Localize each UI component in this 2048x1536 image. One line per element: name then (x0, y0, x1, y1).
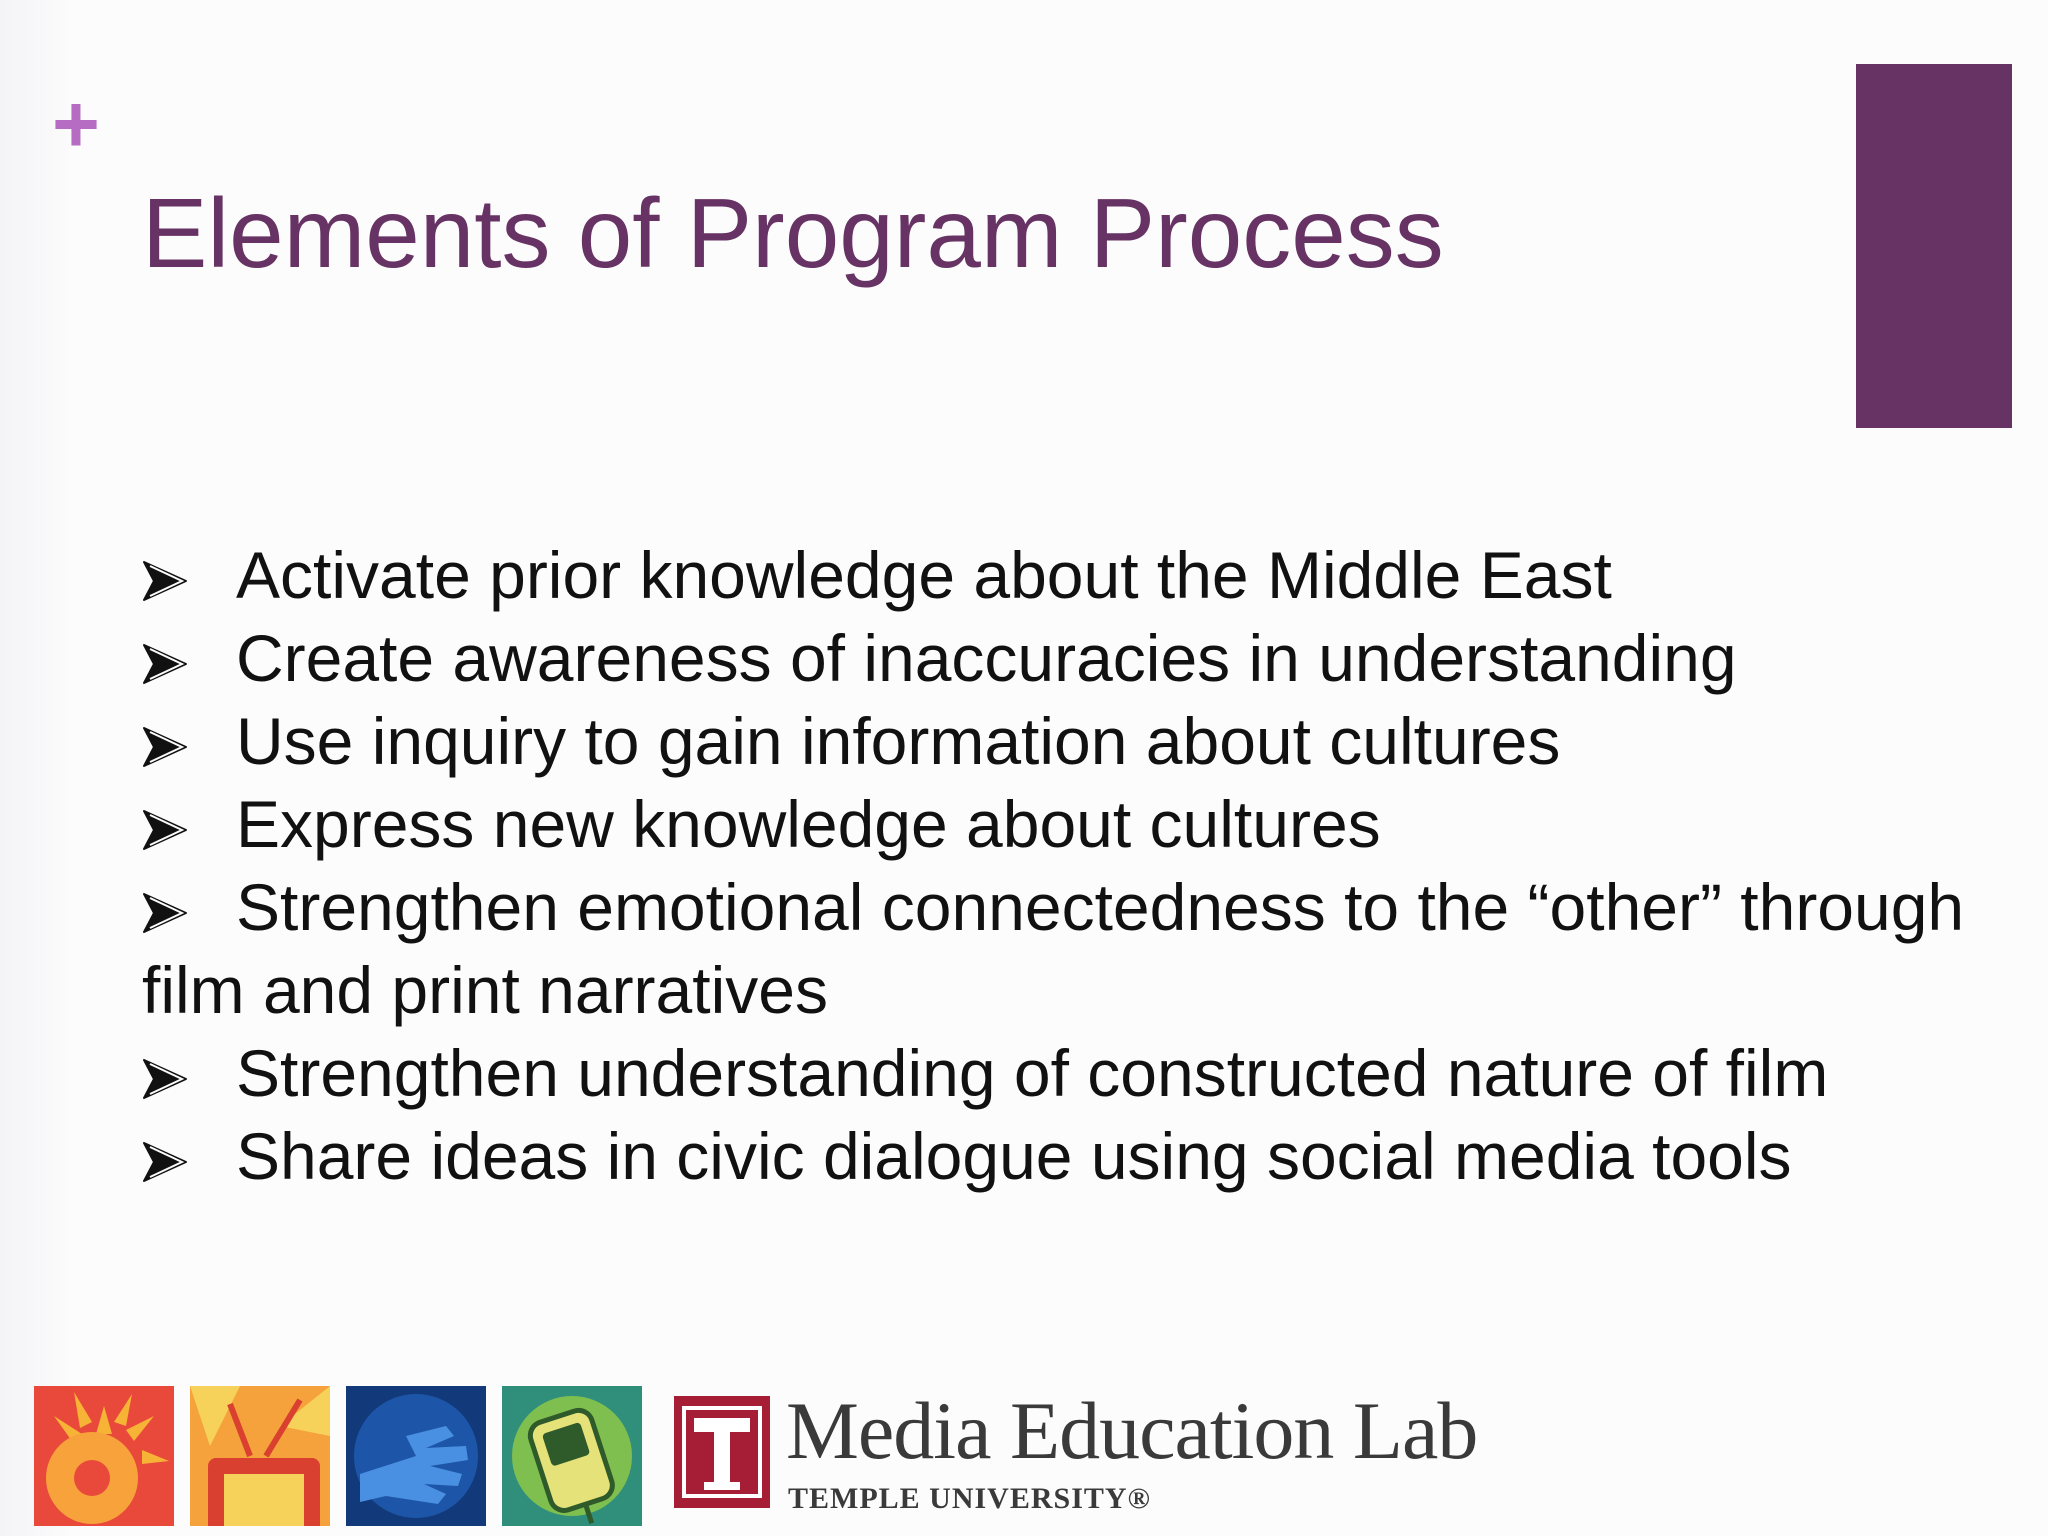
accent-bar (1856, 64, 2012, 428)
bullet-text: Create awareness of inaccuracies in understanding (236, 621, 1737, 695)
bullet-text: Express new knowledge about cultures (236, 787, 1381, 861)
bullet-list (142, 534, 2048, 1198)
television-icon (190, 1386, 330, 1526)
arrow-bullet-icon (142, 1141, 236, 1183)
arrow-bullet-icon (142, 809, 236, 851)
bullet-item (142, 1032, 2048, 1115)
arrow-bullet-icon (142, 643, 236, 685)
bullet-text: Use inquiry to gain information about cultures (236, 704, 1561, 778)
plus-icon: + (52, 79, 100, 170)
bullet-continuation: film and print narratives (142, 953, 828, 1027)
bullet-text: Strengthen understanding of constructed nature of film (236, 1036, 1829, 1110)
bullet-text: Share ideas in civic dialogue using social media tools (236, 1119, 1792, 1193)
left-shade (0, 0, 70, 1536)
bullet-item (142, 1115, 2048, 1198)
hand-icon (346, 1386, 486, 1526)
arrow-bullet-icon (142, 892, 236, 934)
bullet-item (142, 617, 2048, 700)
mobile-device-icon (502, 1386, 642, 1526)
bullet-item (142, 866, 2048, 1032)
temple-logo-mark (674, 1396, 770, 1508)
arrow-bullet-icon (142, 560, 236, 602)
logo-name: Media Education Lab (786, 1385, 1478, 1476)
bullet-item (142, 534, 2048, 617)
arrow-bullet-icon (142, 1058, 236, 1100)
arrow-bullet-icon (142, 726, 236, 768)
slide-title: Elements of Program Process (142, 178, 1444, 288)
logo-subtitle: TEMPLE UNIVERSITY® (788, 1482, 1151, 1515)
bullet-text: Strengthen emotional connectedness to the “other” through (236, 870, 1965, 944)
bullet-item (142, 783, 2048, 866)
bullet-text: Activate prior knowledge about the Middle East (236, 538, 1612, 612)
bullet-item (142, 700, 2048, 783)
eye-icon (34, 1386, 174, 1526)
